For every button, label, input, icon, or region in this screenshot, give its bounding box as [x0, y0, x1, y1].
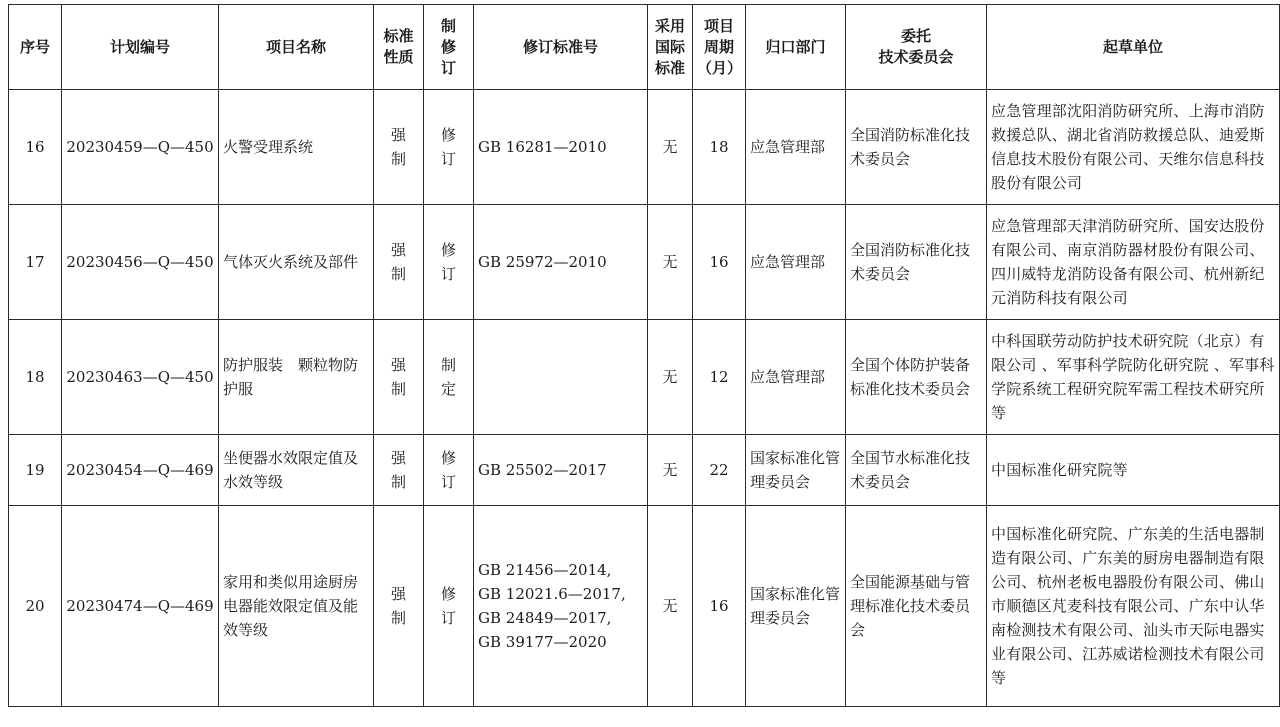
- cell-plan-no: 20230454—Q—469: [62, 435, 219, 506]
- cell-period: 16: [693, 506, 746, 707]
- cell-drafter: 中国标准化研究院等: [987, 435, 1280, 506]
- cell-seq: 20: [9, 506, 62, 707]
- cell-type-line: 修: [440, 585, 456, 603]
- cell-type-line: 定: [440, 380, 456, 398]
- header-plan-no: 计划编号: [62, 5, 219, 90]
- cell-period: 18: [693, 90, 746, 205]
- cell-intl: 无: [648, 90, 693, 205]
- cell-nature-line: 强: [390, 126, 406, 144]
- cell-dept: 国家标准化管理委员会: [746, 435, 846, 506]
- cell-seq: 17: [9, 205, 62, 320]
- cell-project-name: 家用和类似用途厨房电器能效限定值及能效等级: [219, 506, 374, 707]
- cell-intl: 无: [648, 320, 693, 435]
- cell-nature: [374, 435, 424, 506]
- cell-seq: 18: [9, 320, 62, 435]
- cell-dept: 应急管理部: [746, 205, 846, 320]
- cell-type-line: 订: [440, 150, 456, 168]
- cell-project-name: 气体灭火系统及部件: [219, 205, 374, 320]
- cell-dept: 国家标准化管理委员会: [746, 506, 846, 707]
- cell-type: [424, 90, 474, 205]
- header-period: [693, 5, 746, 90]
- header-type: [424, 5, 474, 90]
- cell-type-line: 订: [440, 473, 456, 491]
- cell-type: [424, 205, 474, 320]
- cell-type-line: 修: [440, 449, 456, 467]
- cell-dept: 应急管理部: [746, 90, 846, 205]
- cell-revised-std-line: GB 39177—2020: [478, 633, 607, 651]
- header-committee-line: 技术委员会: [878, 48, 954, 66]
- cell-nature-line: 强: [390, 449, 406, 467]
- cell-nature-line: 制: [390, 150, 406, 168]
- cell-committee: 全国节水标准化技术委员会: [846, 435, 987, 506]
- cell-nature-line: 制: [390, 609, 406, 627]
- cell-project-name: 坐便器水效限定值及水效等级: [219, 435, 374, 506]
- cell-seq: 16: [9, 90, 62, 205]
- cell-plan-no: 20230456—Q—450: [62, 205, 219, 320]
- header-dept: 归口部门: [746, 5, 846, 90]
- cell-revised-std-line: GB 25972—2010: [478, 253, 607, 271]
- header-period-line: （月）: [697, 58, 743, 77]
- standards-plan-table: [8, 4, 1280, 707]
- cell-type-line: 修: [440, 241, 456, 259]
- header-nature-line: 标准: [383, 27, 414, 45]
- cell-revised-std: [474, 205, 648, 320]
- cell-intl: 无: [648, 205, 693, 320]
- cell-project-name: 火警受理系统: [219, 90, 374, 205]
- cell-period: 22: [693, 435, 746, 506]
- header-committee: [846, 5, 987, 90]
- cell-revised-std-line: GB 24849—2017,: [478, 609, 612, 627]
- table-row: [9, 320, 1280, 435]
- cell-plan-no: 20230459—Q—450: [62, 90, 219, 205]
- header-nature: [374, 5, 424, 90]
- cell-nature: [374, 506, 424, 707]
- header-type-line: 订: [440, 58, 456, 77]
- table-row: [9, 435, 1280, 506]
- header-intl-line: 国际: [654, 37, 685, 56]
- header-intl-line: 采用: [654, 16, 685, 35]
- cell-revised-std: [474, 435, 648, 506]
- cell-revised-std: [474, 320, 648, 435]
- cell-nature-line: 制: [390, 380, 406, 398]
- header-drafter: 起草单位: [987, 5, 1280, 90]
- cell-drafter: 应急管理部沈阳消防研究所、上海市消防救援总队、湖北省消防救援总队、迪爱斯信息技术股份有限公司、天维尔信息科技股份有限公司: [987, 90, 1280, 205]
- cell-revised-std: [474, 90, 648, 205]
- header-type-line: 修: [440, 37, 456, 56]
- cell-committee: 全国个体防护装备标准化技术委员会: [846, 320, 987, 435]
- header-type-line: 制: [440, 16, 456, 35]
- cell-nature-line: 强: [390, 241, 406, 259]
- cell-type: [424, 435, 474, 506]
- cell-revised-std-line: GB 12021.6—2017,: [478, 585, 626, 603]
- table-row: [9, 205, 1280, 320]
- header-revised-std: 修订标准号: [474, 5, 648, 90]
- header-intl: [648, 5, 693, 90]
- cell-plan-no: 20230463—Q—450: [62, 320, 219, 435]
- cell-nature-line: 制: [390, 265, 406, 283]
- header-seq: 序号: [9, 5, 62, 90]
- cell-nature-line: 强: [390, 356, 406, 374]
- cell-committee: 全国消防标准化技术委员会: [846, 90, 987, 205]
- cell-dept: 应急管理部: [746, 320, 846, 435]
- cell-type-line: 订: [440, 609, 456, 627]
- cell-type-line: 订: [440, 265, 456, 283]
- cell-revised-std: [474, 506, 648, 707]
- cell-intl: 无: [648, 506, 693, 707]
- cell-committee: 全国消防标准化技术委员会: [846, 205, 987, 320]
- cell-type: [424, 320, 474, 435]
- header-project-name: 项目名称: [219, 5, 374, 90]
- header-period-line: 项目: [703, 16, 734, 35]
- header-row: [9, 5, 1280, 90]
- cell-nature-line: 制: [390, 473, 406, 491]
- cell-nature: [374, 90, 424, 205]
- cell-type-line: 修: [440, 126, 456, 144]
- cell-revised-std-line: GB 21456—2014,: [478, 561, 612, 579]
- cell-drafter: 中科国联劳动防护技术研究院（北京）有限公司 、军事科学院防化研究院 、军事科学院系统工程研究院军需工程技术研究所等: [987, 320, 1280, 435]
- header-nature-line: 性质: [383, 48, 414, 66]
- cell-drafter: 应急管理部天津消防研究所、国安达股份有限公司、南京消防器材股份有限公司、四川威特龙消防设备有限公司、杭州新纪元消防科技有限公司: [987, 205, 1280, 320]
- cell-type-line: 制: [440, 356, 456, 374]
- cell-revised-std-line: GB 16281—2010: [478, 138, 607, 156]
- cell-revised-std-line: GB 25502—2017: [478, 461, 607, 479]
- cell-intl: 无: [648, 435, 693, 506]
- cell-period: 12: [693, 320, 746, 435]
- table-row: [9, 506, 1280, 707]
- header-committee-line: 委托: [900, 27, 931, 45]
- cell-committee: 全国能源基础与管理标准化技术委员会: [846, 506, 987, 707]
- cell-drafter: 中国标准化研究院、广东美的生活电器制造有限公司、广东美的厨房电器制造有限公司、杭州老板电器股份有限公司、佛山市顺德区芃麦科技有限公司、广东中认华南检测技术有限公司、汕头市天际电器实业有限公司、江苏威诺检测技术有限公司等: [987, 506, 1280, 707]
- cell-nature: [374, 320, 424, 435]
- cell-nature: [374, 205, 424, 320]
- cell-plan-no: 20230474—Q—469: [62, 506, 219, 707]
- cell-seq: 19: [9, 435, 62, 506]
- table-row: [9, 90, 1280, 205]
- cell-type: [424, 506, 474, 707]
- header-period-line: 周期: [703, 37, 734, 56]
- cell-nature-line: 强: [390, 585, 406, 603]
- cell-project-name: 防护服装 颗粒物防护服: [219, 320, 374, 435]
- cell-period: 16: [693, 205, 746, 320]
- header-intl-line: 标准: [654, 58, 685, 77]
